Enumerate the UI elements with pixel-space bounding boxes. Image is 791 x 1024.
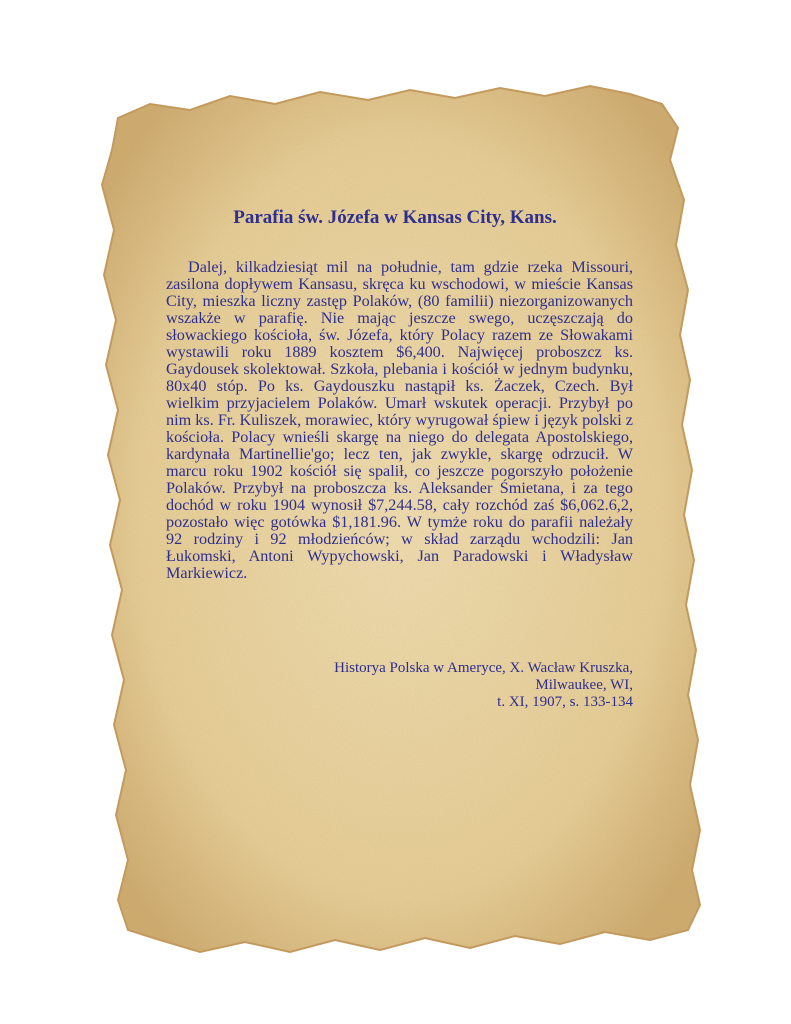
source-line-1: Historya Polska w Ameryce, X. Wacław Kruszka, Milwaukee, WI, <box>334 660 633 693</box>
document-body: Dalej, kilkadziesiąt mil na południe, tam gdzie rzeka Missouri, zasilona dopływem Kansasu, skręca ku wschodowi, w mieście Kansas City, mieszka liczny zastęp Polaków, (80 familii) niezorganizowanych wszakże w parafię. Nie mając jeszcze swego, uczęszczają do słowackiego kościoła, św. Józefa, który Polacy razem ze Słowakami wystawili roku 1889 kosztem $6,400. Najwięcej proboszcz ks. Gaydousek skolektował. Szkoła, plebania i kościół w jednym budynku, 80x40 stóp. Po ks. Gaydouszku nastąpił ks. Żaczek, Czech. Był wielkim przyjacielem Polaków. Umarł wskutek operacji. Przybył po nim ks. Fr. Kuliszek, morawiec, który wyrugował śpiew i język polski z kościoła. Polacy wnieśli skargę na niego do delegata Apostolskiego, kardynała Martinellie'go; lecz ten, jak zwykle, skargę odrzucił. W marcu roku 1902 kościół się spalił, co jeszcze pogorszyło położenie Polaków. Przybył na proboszcza ks. Aleksander Śmietana, i za tego dochód w roku 1904 wynosił $7,244.58, cały rozchód zaś $6,062.6,2, pozostało więc gotówka $1,181.96. W tymże roku do parafii należały 92 rodziny i 92 młodzieńców; w skład zarządu wchodzili: Jan Łukomski, Antoni Wypychowski, Jan Paradowski i Władysław Markiewicz. <box>166 258 633 582</box>
document-title: Parafia św. Józefa w Kansas City, Kans. <box>233 207 557 228</box>
source-line-2: t. XI, 1907, s. 133-134 <box>497 694 633 710</box>
source-citation <box>300 660 633 711</box>
